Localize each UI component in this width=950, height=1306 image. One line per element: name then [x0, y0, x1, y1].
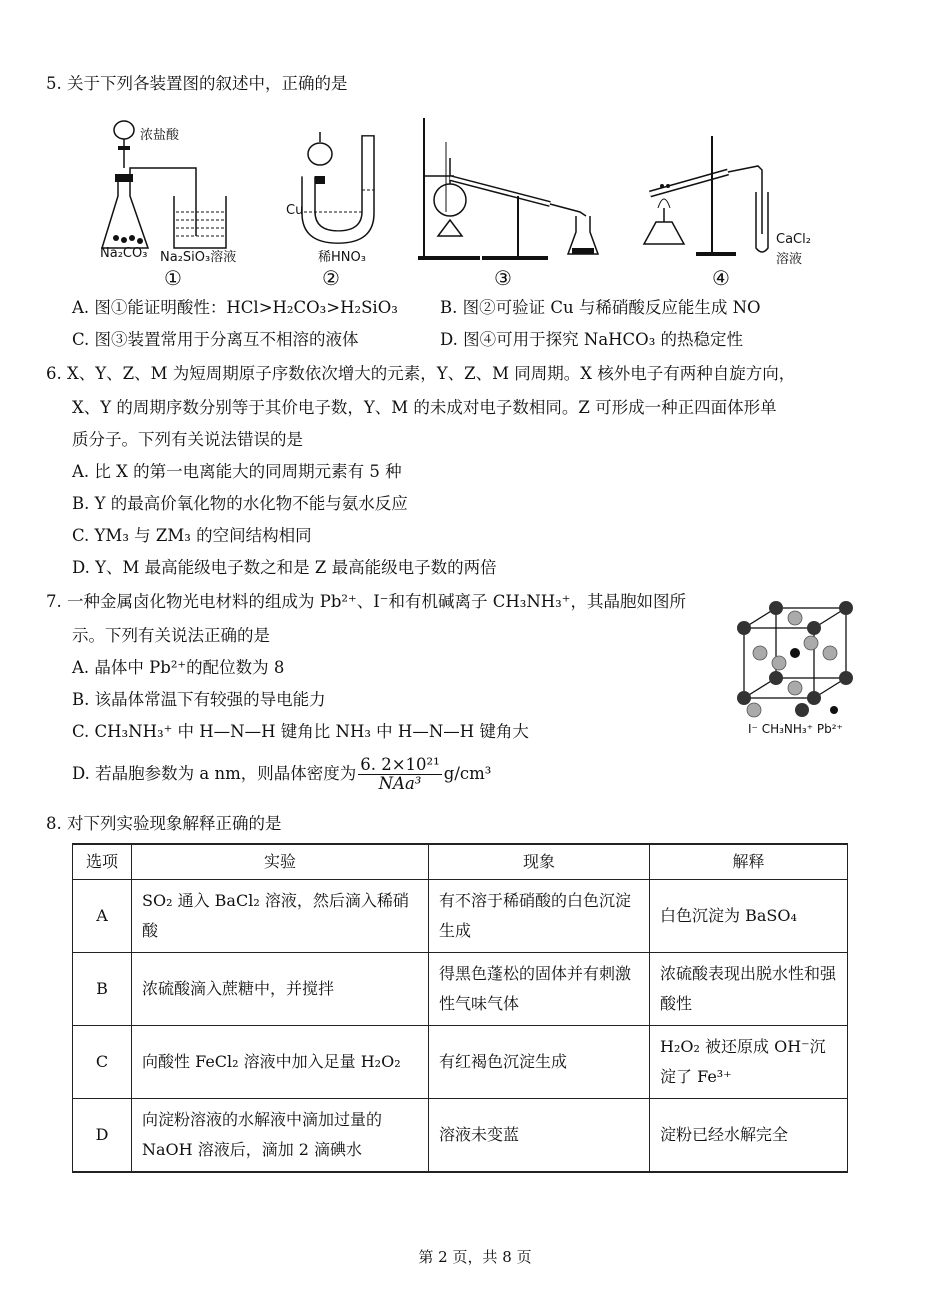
density-unit: g/cm³	[443, 764, 492, 783]
table-header: 现象	[429, 844, 650, 880]
q6-option-b: B. Y 的最高价氧化物的水化物不能与氨水反应	[72, 494, 408, 513]
table-row	[73, 880, 848, 953]
q7-option-d-text: D. 若晶胞参数为 a nm，则晶体密度为	[72, 764, 357, 783]
q5-option-a: A. 图①能证明酸性：HCl>H₂CO₃>H₂SiO₃	[72, 298, 398, 317]
page-footer: 第 2 页，共 8 页	[418, 1248, 532, 1266]
table-cell: 浓硫酸滴入蔗糖中，并搅拌	[132, 953, 429, 1026]
fig4-number: ④	[712, 266, 730, 290]
fig1-label-hcl: 浓盐酸	[140, 128, 180, 143]
q7-option-b: B. 该晶体常温下有较强的导电能力	[72, 690, 326, 709]
density-denominator: NAa³	[378, 774, 422, 793]
apparatus-figure-3	[410, 112, 605, 272]
table-row	[73, 1099, 848, 1173]
fig2-label-hno3: 稀HNO₃	[318, 250, 366, 265]
table-cell: A	[73, 880, 132, 953]
q7-option-c: C. CH₃NH₃⁺ 中 H—N—H 键角比 NH₃ 中 H—N—H 键角大	[72, 722, 529, 741]
table-header: 选项	[73, 844, 132, 880]
table-cell: D	[73, 1099, 132, 1173]
q5-option-c: C. 图③装置常用于分离互不相溶的液体	[72, 330, 359, 349]
table-cell: 向淀粉溶液的水解液中滴加过量的 NaOH 溶液后，滴加 2 滴碘水	[132, 1099, 429, 1173]
q5-stem: 5. 关于下列各装置图的叙述中，正确的是	[46, 74, 348, 93]
crystal-legend: I⁻ CH₃NH₃⁺ Pb²⁺	[748, 722, 843, 736]
table-cell: 淀粉已经水解完全	[650, 1099, 848, 1173]
q7-option-d	[72, 752, 491, 796]
q7-option-a: A. 晶体中 Pb²⁺的配位数为 8	[72, 658, 285, 677]
density-numerator: 6. 2×10²¹	[360, 755, 440, 774]
table-header: 实验	[132, 844, 429, 880]
table-cell: 白色沉淀为 BaSO₄	[650, 880, 848, 953]
fig1-number: ①	[164, 266, 182, 290]
q5-option-d: D. 图④可用于探究 NaHCO₃ 的热稳定性	[440, 330, 744, 349]
table-cell: H₂O₂ 被还原成 OH⁻沉淀了 Fe³⁺	[650, 1026, 848, 1099]
q5-option-b: B. 图②可验证 Cu 与稀硝酸反应能生成 NO	[440, 298, 761, 317]
q7-line-2: 示。下列有关说法正确的是	[72, 626, 270, 645]
q6-line-3: 质分子。下列有关说法错误的是	[72, 430, 303, 449]
table-cell: C	[73, 1026, 132, 1099]
fig4-label-cacl2: CaCl₂	[776, 232, 811, 247]
table-header: 解释	[650, 844, 848, 880]
fig2-number: ②	[322, 266, 340, 290]
table-cell: B	[73, 953, 132, 1026]
table-cell: SO₂ 通入 BaCl₂ 溶液，然后滴入稀硝酸	[132, 880, 429, 953]
fig4-label-solution: 溶液	[776, 252, 803, 267]
table-cell: 有红褐色沉淀生成	[429, 1026, 650, 1099]
table-row	[73, 953, 848, 1026]
table-row	[73, 1026, 848, 1099]
q6-line-1: 6. X、Y、Z、M 为短周期原子序数依次增大的元素，Y、Z、M 同周期。X 核外电子有两种自旋方向，	[46, 364, 796, 383]
table-cell: 有不溶于稀硝酸的白色沉淀生成	[429, 880, 650, 953]
q6-option-d: D. Y、M 最高能级电子数之和是 Z 最高能级电子数的两倍	[72, 558, 497, 577]
fig1-label-na2co3: Na₂CO₃	[100, 246, 148, 261]
apparatus-figure-2	[290, 120, 390, 250]
crystal-legend-markers	[744, 700, 854, 720]
table-cell: 溶液未变蓝	[429, 1099, 650, 1173]
table-cell: 浓硫酸表现出脱水性和强酸性	[650, 953, 848, 1026]
table-cell: 得黑色蓬松的固体并有刺激性气味气体	[429, 953, 650, 1026]
q8-stem: 8. 对下列实验现象解释正确的是	[46, 814, 282, 833]
experiment-table	[72, 843, 848, 1173]
q7-line-1: 7. 一种金属卤化物光电材料的组成为 Pb²⁺、I⁻和有机碱离子 CH₃NH₃⁺，其晶胞如图所	[46, 592, 686, 611]
q6-line-2: X、Y 的周期序数分别等于其价电子数，Y、M 的未成对电子数相同。Z 可形成一种正四面体形单	[72, 398, 777, 417]
q6-option-c: C. YM₃ 与 ZM₃ 的空间结构相同	[72, 526, 312, 545]
fig3-number: ③	[494, 266, 512, 290]
fig2-label-cu: Cu	[286, 203, 304, 218]
table-header-row	[73, 844, 848, 880]
q6-option-a: A. 比 X 的第一电离能大的同周期元素有 5 种	[72, 462, 402, 481]
density-fraction	[358, 756, 442, 793]
fig1-label-na2sio3: Na₂SiO₃溶液	[160, 250, 237, 265]
table-cell: 向酸性 FeCl₂ 溶液中加入足量 H₂O₂	[132, 1026, 429, 1099]
